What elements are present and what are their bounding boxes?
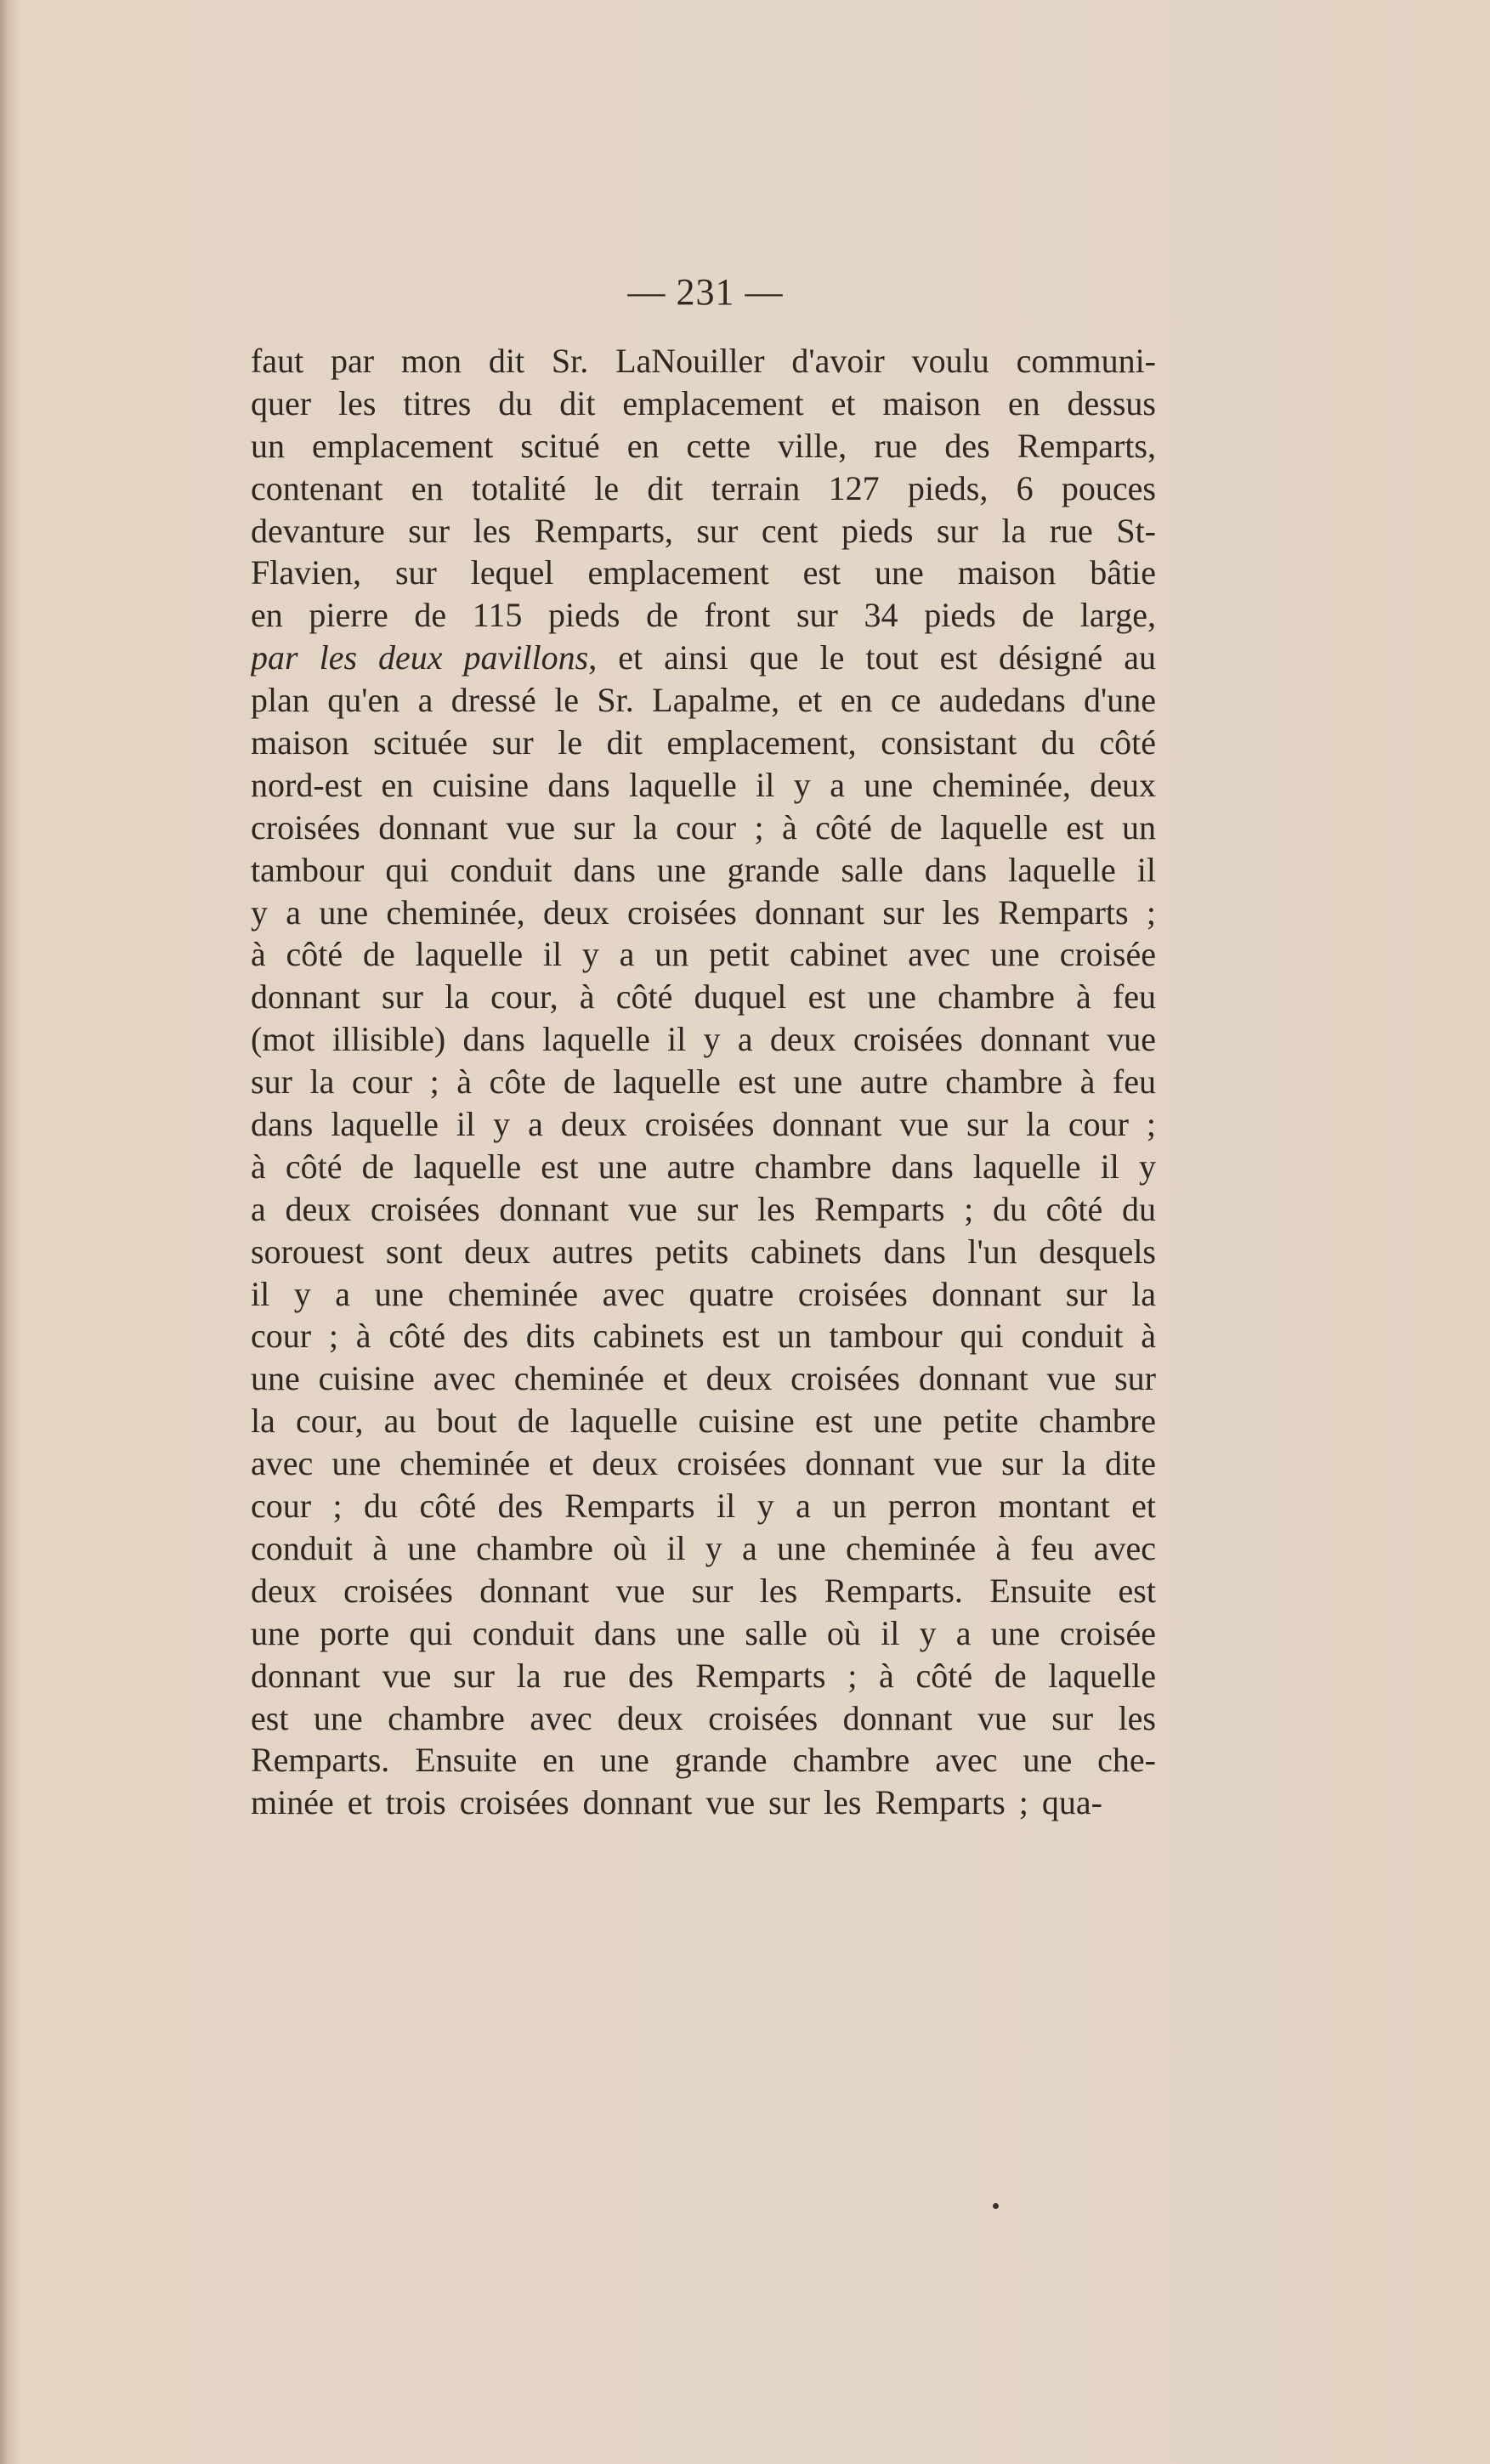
text-line: plan qu'en a dressé le Sr. Lapalme, et en ce audedans d'une — [251, 681, 1156, 720]
text-line: maison scituée sur le dit emplacement, consistant du côté — [251, 723, 1156, 762]
text-line: sorouest sont deux autres petits cabinets dans l'un desquels — [251, 1232, 1156, 1271]
text-line: contenant en totalité le dit terrain 127 pieds, 6 pouces — [251, 468, 1156, 507]
text-line: Flavien, sur lequel emplacement est une maison bâtie — [251, 553, 1156, 592]
page-number: — 231 — — [627, 271, 784, 313]
text-line: cour ; à côté des dits cabinets est un tambour qui conduit à — [251, 1317, 1156, 1356]
text-line: croisées donnant vue sur la cour ; à côté de laquelle est un — [251, 807, 1156, 847]
text-line: quer les titres du dit emplacement et maison en dessus — [251, 383, 1156, 422]
text-line: par les deux pavillons, et ainsi que le tout est désigné au — [251, 638, 1156, 677]
text-line: un emplacement scitué en cette ville, rue des Remparts, — [251, 426, 1156, 465]
text-line: donnant sur la cour, à côté duquel est une chambre à feu — [251, 977, 1156, 1017]
paper-speck — [993, 2203, 999, 2209]
body-text — [251, 340, 1156, 1824]
text-line: Remparts. Ensuite en une grande chambre avec une che- — [251, 1741, 1156, 1780]
text-line: dans laquelle il y a deux croisées donnant vue sur la cour ; — [251, 1105, 1156, 1144]
text-line: la cour, au bout de laquelle cuisine est une petite chambre — [251, 1402, 1156, 1441]
text-line: une porte qui conduit dans une salle où il y a une croisée — [251, 1613, 1156, 1652]
text-line: cour ; du côté des Remparts il y a un perron montant et — [251, 1487, 1156, 1526]
text-line: il y a une cheminée avec quatre croisées donnant sur la — [251, 1274, 1156, 1313]
text-line: avec une cheminée et deux croisées donnant vue sur la dite — [251, 1444, 1156, 1483]
text-line: deux croisées donnant vue sur les Remparts. Ensuite est — [251, 1571, 1156, 1610]
text-line: sur la cour ; à côte de laquelle est une autre chambre à feu — [251, 1062, 1156, 1102]
text-line: conduit à une chambre où il y a une cheminée à feu avec — [251, 1528, 1156, 1567]
text-line: minée et trois croisées donnant vue sur les Remparts ; qua- — [251, 1783, 1102, 1822]
text-line: faut par mon dit Sr. LaNouiller d'avoir voulu communi- — [251, 342, 1156, 380]
text-line: est une chambre avec deux croisées donnant vue sur les — [251, 1698, 1156, 1737]
text-line: à côté de laquelle il y a un petit cabinet avec une croisée — [251, 935, 1156, 974]
italic-phrase: par les deux pavillons — [251, 638, 589, 677]
text-line: (mot illisible) dans laquelle il y a deux croisées donnant vue — [251, 1020, 1156, 1059]
text-line: devanture sur les Remparts, sur cent pieds sur la rue St- — [251, 511, 1156, 550]
text-line: donnant vue sur la rue des Remparts ; à côté de laquelle — [251, 1656, 1156, 1695]
text-line: tambour qui conduit dans une grande salle dans laquelle il — [251, 850, 1156, 889]
text-line: à côté de laquelle est une autre chambre dans laquelle il y — [251, 1147, 1156, 1186]
text-line: nord-est en cuisine dans laquelle il y a une cheminée, deux — [251, 765, 1156, 804]
text-line: a deux croisées donnant vue sur les Remparts ; du côté du — [251, 1189, 1156, 1228]
text-line: une cuisine avec cheminée et deux croisées donnant vue sur — [251, 1359, 1156, 1398]
text-line: en pierre de 115 pieds de front sur 34 pieds de large, — [251, 596, 1156, 635]
text-line: y a une cheminée, deux croisées donnant sur les Remparts ; — [251, 892, 1156, 932]
